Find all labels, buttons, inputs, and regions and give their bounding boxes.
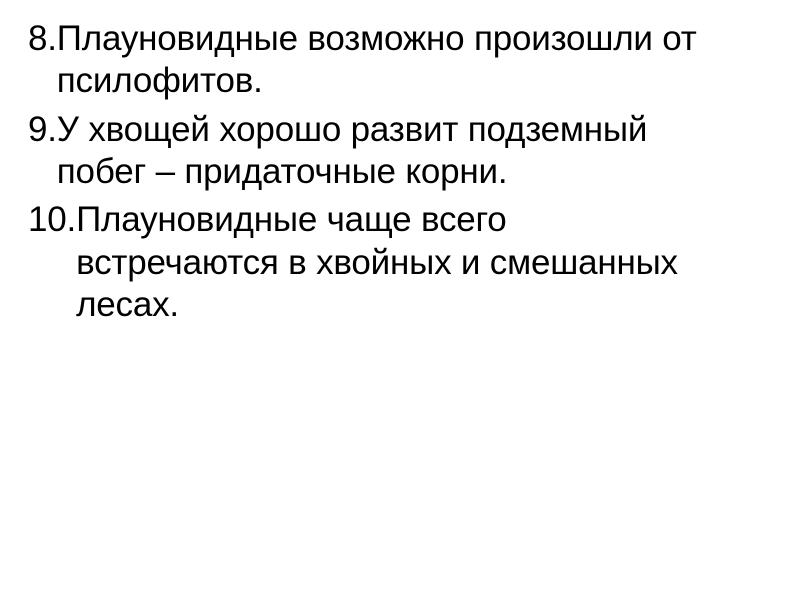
list-item-text: Плауновидные чаще всего встречаются в хвойных и смешанных лесах. xyxy=(76,200,678,325)
list-item-marker: 10. xyxy=(28,200,77,240)
list-item xyxy=(28,18,780,103)
list-item-text: Плауновидные возможно произошли от псилофитов. xyxy=(56,19,697,101)
numbered-list xyxy=(28,18,780,326)
list-item-marker: 9. xyxy=(28,109,57,149)
list-item-text: У хвощей хорошо развит подземный побег – придаточные корни. xyxy=(56,109,648,192)
list-item-marker: 8. xyxy=(28,19,57,58)
list-item xyxy=(28,199,780,326)
list-item xyxy=(28,109,780,194)
